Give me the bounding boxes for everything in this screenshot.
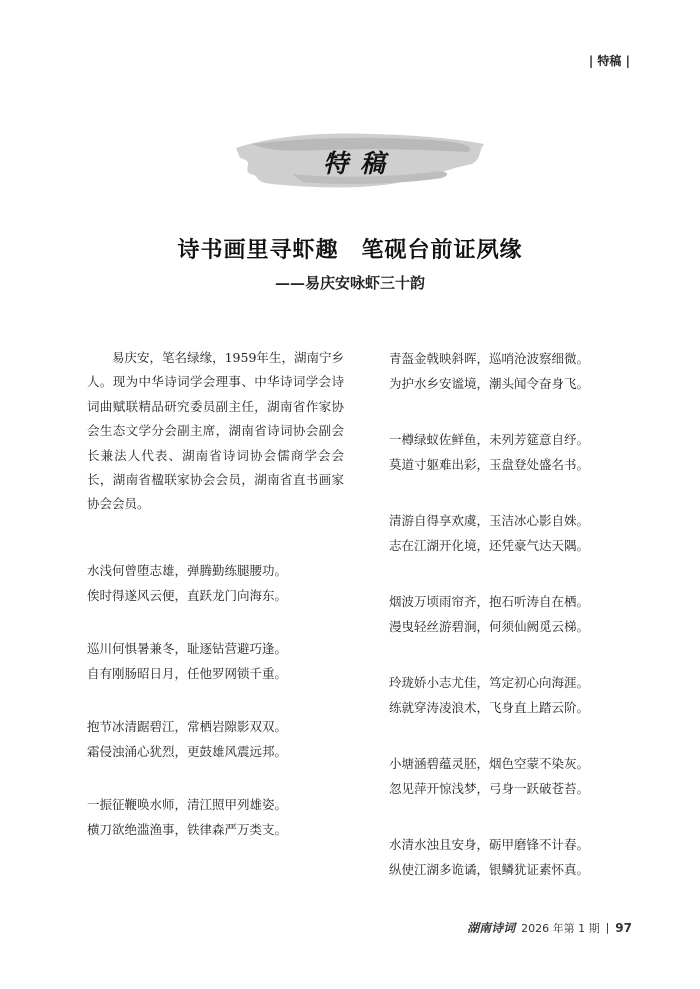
poem-stanza (87, 792, 337, 842)
poem-stanza (389, 589, 629, 639)
page-number: 97 (615, 920, 632, 935)
poem-line: 俟时得遂风云便，直跃龙门向海东。 (87, 588, 288, 603)
poem-line: 为护水乡安谧境，潮头闻令奋身飞。 (389, 376, 590, 391)
poem-line: 清游自得享欢虞，玉洁冰心影自姝。 (389, 513, 590, 528)
section-tag: | 特稿 | (588, 54, 630, 68)
magazine-name: 湖南诗词 (467, 921, 516, 935)
poem-line: 练就穿涛凌浪术，飞身直上踏云阶。 (389, 700, 590, 715)
poem-line: 小塘涵碧蕴灵胚，烟色空蒙不染灰。 (389, 756, 590, 771)
poem-stanza (87, 714, 337, 764)
poem-line: 漫曳轻丝游碧涧，何须仙阙觅云梯。 (389, 619, 590, 634)
poem-line: 横刀欲绝滥渔事，铁律森严万类支。 (87, 822, 288, 837)
poems-right-column (389, 346, 629, 882)
poem-line: 霜侵浊涌心犹烈，更鼓雄风震远邦。 (87, 744, 288, 759)
poem-stanza (389, 427, 629, 477)
poem-stanza (87, 636, 337, 686)
poem-stanza (389, 508, 629, 558)
poem-line: 青盔金戟映斜晖，巡哨沧波察细微。 (389, 351, 590, 366)
poem-stanza (389, 832, 629, 882)
section-banner (232, 128, 488, 194)
poem-line: 玲珑娇小志尤佳，笃定初心向海涯。 (389, 675, 590, 690)
poem-line: 莫道寸躯难出彩，玉盘登处盛名书。 (389, 457, 590, 472)
poem-line: 志在江湖开化境，还凭豪气达天隅。 (389, 538, 590, 553)
poem-stanza (389, 346, 629, 396)
poem-line: 抱节冰清踞碧江，常栖岩隙影双双。 (87, 719, 288, 734)
poem-stanza (389, 670, 629, 720)
footer-separator: | (605, 921, 610, 934)
poem-line: 纵使江湖多诡谲，银鳞犹证素怀真。 (389, 862, 590, 877)
poem-line: 一樽绿蚁佐鲜鱼，未列芳筵意自纾。 (389, 432, 590, 447)
poem-line: 水清水浊且安身，砺甲磨锋不计春。 (389, 837, 590, 852)
poem-line: 烟波万顷雨帘齐，抱石听涛自在栖。 (389, 594, 590, 609)
poem-stanza (87, 558, 337, 608)
page-footer (467, 919, 632, 936)
poem-stanza (389, 751, 629, 801)
article-subtitle: ——易庆安咏虾三十韵 (274, 274, 425, 292)
poems-left-column (87, 558, 337, 842)
article-title: 诗书画里寻虾趣 笔砚台前证夙缘 (177, 237, 523, 263)
poem-line: 自有刚肠昭日月，任他罗网锁千重。 (87, 666, 288, 681)
banner-title: 特稿 (322, 149, 397, 178)
poem-line: 水浅何曾堕志雄，弹腾勤练腿腰功。 (87, 563, 288, 578)
poem-line: 巡川何惧暑兼冬，耻逐钻营避巧逢。 (87, 641, 288, 656)
poem-line: 一振征鞭唤水师，清江照甲列雄姿。 (87, 797, 288, 812)
issue-label: 2026 年第 1 期 (521, 921, 600, 935)
poem-line: 忽见萍开惊浅梦，弓身一跃破苍苔。 (389, 781, 590, 796)
author-bio: 易庆安，笔名绿缘，1959年生，湖南宁乡人。现为中华诗词学会理事、中华诗词学会诗词曲赋联精品研究委员副主任，湖南省作家协会生态文学分会副主席，湖南省诗词协会副会长兼法人代表、湖南省诗词协会儒商学会会长，湖南省楹联家协会会员，湖南省直书画家协会会员。 (87, 350, 344, 512)
